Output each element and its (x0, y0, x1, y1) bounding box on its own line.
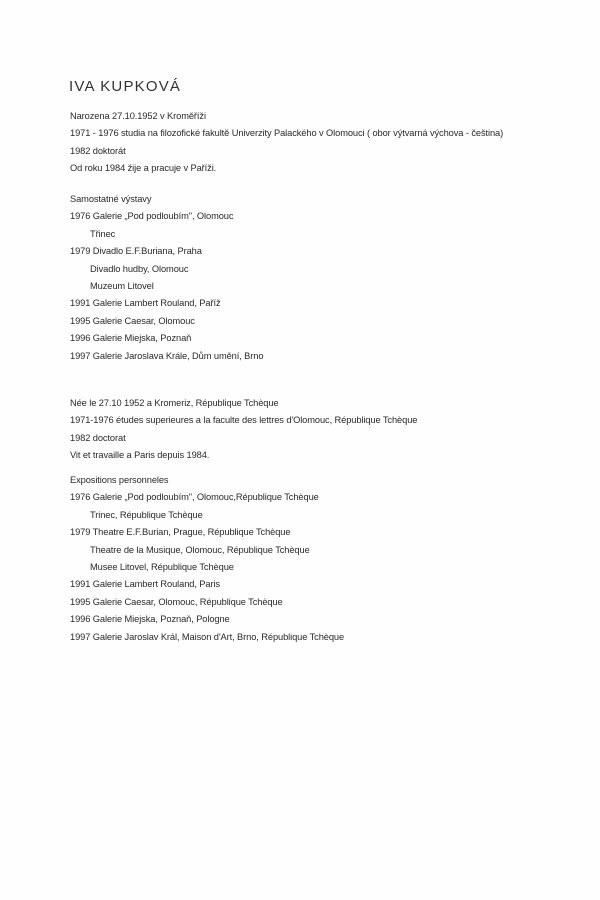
czech-bio (70, 108, 503, 178)
exhibition-item: 1979 Divadlo E.F.Buriana, Praha (70, 246, 202, 257)
bio-line: 1982 doktorát (70, 145, 126, 156)
bio-line: 1982 doctorat (70, 432, 126, 443)
bio-line: Narozena 27.10.1952 v Kroměříži (70, 111, 206, 121)
exhibition-item: 1976 Galerie „Pod podloubím", Olomouc (70, 211, 234, 222)
exhibition-item: 1996 Galerie Miejska, Poznaň (70, 333, 192, 344)
czech-exhibitions (70, 191, 263, 365)
exhibition-item: 1991 Galerie Lambert Rouland, Paříž (70, 298, 221, 309)
exhibition-item: 1997 Galerie Jaroslav Král, Maison d'Art, Brno, République Tchèque (70, 631, 345, 642)
exhibitions-heading: Samostatné výstavy (70, 194, 152, 204)
exhibition-item: 1997 Galerie Jaroslava Krále, Dům umění, Brno (70, 350, 264, 361)
exhibition-item: 1976 Galerie „Pod podloubím", Olomouc,République Tchèque (70, 492, 319, 503)
exhibition-item: Trinec, République Tchèque (90, 509, 203, 520)
exhibition-item: 1995 Galerie Caesar, Olomouc (70, 315, 195, 326)
exhibition-item: 1995 Galerie Caesar, Olomouc, République Tchèque (70, 596, 283, 607)
bio-line: Vit et travaille a Paris depuis 1984. (70, 450, 210, 461)
bio-line: Née le 27.10 1952 a Kromeriz, République Tchèque (70, 398, 279, 408)
exhibition-item: Třinec (90, 228, 116, 239)
bio-line: 1971-1976 études superieures a la faculte des lettres d'Olomouc, République Tchèque (70, 415, 418, 426)
exhibition-list (70, 208, 263, 365)
exhibition-item: Divadlo hudby, Olomouc (90, 263, 189, 274)
bio-line: Od roku 1984 žije a pracuje v Paříži. (70, 163, 217, 174)
page-title: IVA KUPKOVÁ (69, 78, 182, 95)
french-bio (70, 395, 417, 465)
exhibition-item: Theatre de la Musique, Olomouc, République Tchèque (90, 544, 310, 555)
exhibition-list (70, 489, 344, 646)
exhibition-item: Musee Litovel, République Tchèque (90, 562, 234, 573)
exhibitions-heading: Expositions personneles (70, 475, 169, 485)
exhibition-item: 1991 Galerie Lambert Rouland, Paris (70, 579, 220, 590)
exhibition-item: 1979 Theatre E.F.Burian, Prague, République Tchèque (70, 527, 291, 538)
french-exhibitions (70, 472, 344, 646)
bio-line: 1971 - 1976 studia na filozofické fakultě Univerzity Palackého v Olomouci ( obor výtvarná výchova - čeština) (70, 128, 504, 139)
exhibition-item: Muzeum Litovel (90, 281, 154, 292)
exhibition-item: 1996 Galerie Miejska, Poznaň, Pologne (70, 614, 230, 625)
